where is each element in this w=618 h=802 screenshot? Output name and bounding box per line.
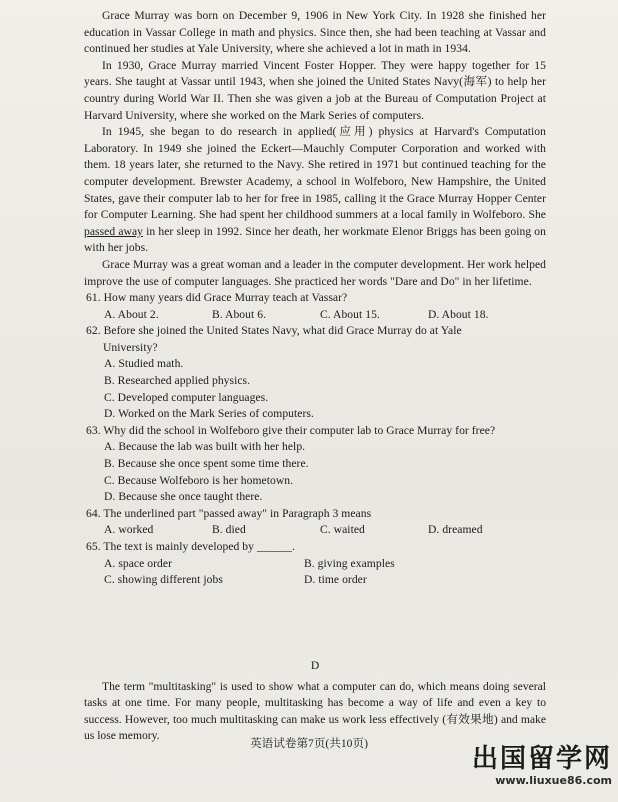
section-letter: D bbox=[310, 659, 320, 672]
option-a: A. space order bbox=[104, 556, 172, 570]
site-watermark bbox=[472, 744, 612, 788]
question-stem: 65. The text is mainly developed by ______. bbox=[86, 540, 295, 553]
passage-d bbox=[84, 656, 546, 745]
option-d: D. dreamed bbox=[428, 523, 483, 537]
passage-c bbox=[84, 8, 546, 589]
option-c: C. showing different jobs bbox=[104, 573, 223, 587]
option-c: C. Because Wolfeboro is her hometown. bbox=[104, 473, 294, 487]
page-footer: 英语试卷第7页(共10页) bbox=[250, 737, 368, 750]
underlined-phrase: passed away bbox=[84, 224, 143, 238]
option-c: C. Developed computer languages. bbox=[104, 390, 269, 404]
option-d: D. time order bbox=[304, 573, 367, 587]
question-stem: 63. Why did the school in Wolfeboro give their computer lab to Grace Murray for free? bbox=[86, 423, 496, 437]
option-b: B. Because she once spent some time there. bbox=[104, 457, 309, 471]
question-stem: 64. The underlined part "passed away" in Paragraph 3 means bbox=[86, 506, 372, 520]
passage-d-paragraph-1: The term "multitasking" is used to show what a computer can do, which means doing several tasks at one time. For many people, multitasking has become a way of life and even a key to success. However, too much multitasking can make us work less effectively (有效果地) and make us lose memory. bbox=[84, 679, 546, 743]
question-65 bbox=[84, 539, 546, 589]
watermark-url: www.liuxue86.com bbox=[495, 774, 612, 787]
question-63 bbox=[84, 423, 546, 506]
option-a: A. Studied math. bbox=[104, 357, 184, 371]
question-62 bbox=[84, 323, 546, 423]
paragraph-1: Grace Murray was born on December 9, 1906 in New York City. In 1928 she finished her education in Vassar College in math and physics. Since then, she had been teaching at Vassar and continued her studies at Yale University, where she achieved a lot in math in 1934. bbox=[84, 9, 546, 56]
paragraph-2: In 1930, Grace Murray married Vincent Foster Hopper. They were happy together for 15 years. She taught at Vassar until 1943, when she joined the United States Navy(海军) to help her country during World War II. Then she was given a job at the Bureau of Computation Project at Harvard University, where she worked on the Mark Series of computers. bbox=[84, 58, 546, 122]
paragraph-4: Grace Murray was a great woman and a leader in the computer development. Her work helped improve the use of computer languages. She practiced her words "Dare and Do" in her lifetime. bbox=[84, 257, 546, 288]
option-a: A. Because the lab was built with her help. bbox=[104, 440, 306, 454]
option-d: D. Worked on the Mark Series of computers. bbox=[104, 407, 314, 421]
question-stem-continued: University? bbox=[103, 340, 158, 354]
option-b: B. Researched applied physics. bbox=[104, 374, 251, 388]
paragraph-3-part-b: in her sleep in 1992. Since her death, her workmate Elenor Briggs has been going on with her jobs. bbox=[84, 224, 546, 255]
option-c: C. waited bbox=[320, 523, 365, 537]
option-a: A. About 2. bbox=[104, 307, 159, 321]
question-61 bbox=[84, 290, 546, 323]
question-64 bbox=[84, 506, 546, 539]
watermark-title: 出国留学网 bbox=[471, 744, 612, 774]
question-stem: 61. How many years did Grace Murray teach at Vassar? bbox=[86, 291, 348, 305]
option-d: D. About 18. bbox=[428, 307, 489, 321]
option-b: B. About 6. bbox=[212, 307, 267, 321]
paragraph-3-part-a: In 1945, she began to do research in applied(应用) physics at Harvard's Computation Laboratory. In 1949 she joined the Eckert—Mauchly Computer Corporation and worked with them. 18 years later, she returned to the Navy. She retired in 1971 but continued teaching for the computer development. Brewster Academy, a school in Wolfeboro, New Hampshire, the United States, gave their computer lab to her for free in 1985, calling it the Grace Murray Hopper Center for Computer Learning. She had spent her childhood summers at a local family in Wolfeboro. She bbox=[84, 125, 546, 222]
option-d: D. Because she once taught there. bbox=[104, 490, 263, 504]
question-stem: 62. Before she joined the United States Navy, what did Grace Murray do at Yale bbox=[86, 324, 462, 338]
paragraph-3 bbox=[84, 124, 546, 257]
option-b: B. giving examples bbox=[304, 556, 395, 570]
option-a: A. worked bbox=[104, 523, 154, 537]
option-b: B. died bbox=[212, 523, 246, 537]
option-c: C. About 15. bbox=[320, 307, 380, 321]
